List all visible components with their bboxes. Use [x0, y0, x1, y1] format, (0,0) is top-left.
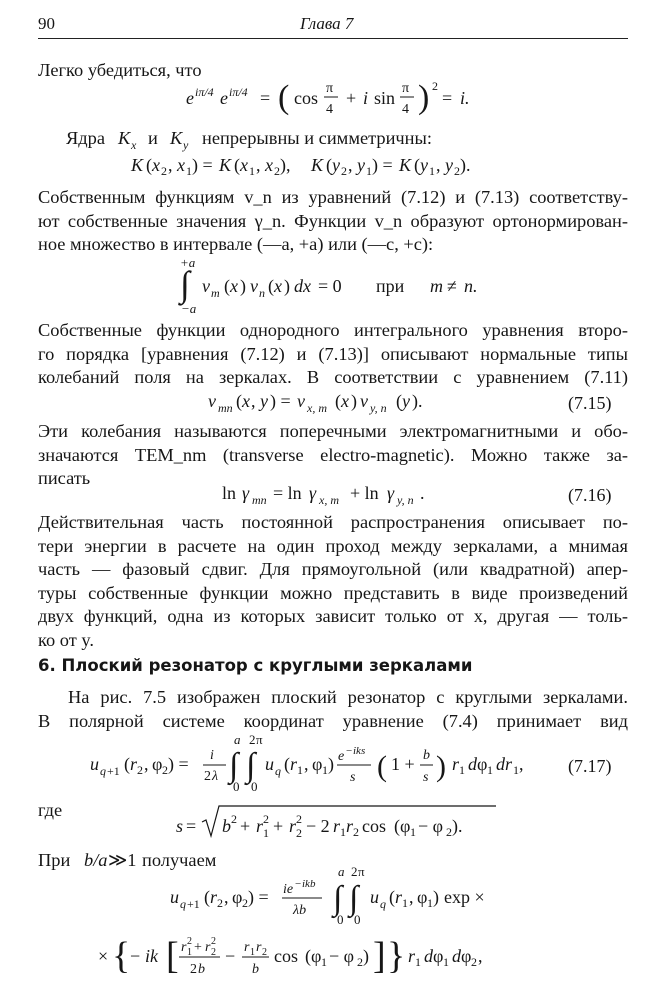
svg-text:(: ( [284, 754, 290, 774]
svg-text:): ) [240, 276, 246, 296]
svg-text:=: = [442, 88, 453, 108]
paragraph-eigenfunctions [38, 186, 628, 257]
svg-text:1: 1 [427, 896, 433, 910]
svg-text:φ: φ [461, 946, 472, 966]
svg-text:= 0: = 0 [318, 276, 342, 296]
svg-text:− φ: − φ [418, 816, 444, 836]
svg-text:φ: φ [477, 754, 488, 774]
svg-text:i: i [363, 88, 369, 108]
svg-text:) =: ) = [372, 155, 393, 175]
svg-text:s: s [350, 770, 356, 785]
svg-text:b/a: b/a [84, 850, 108, 870]
svg-text:2: 2 [211, 936, 216, 947]
svg-text:y: y [332, 155, 340, 175]
svg-text:2: 2 [353, 825, 359, 839]
equation-kernel [130, 155, 471, 178]
svg-text:) =: ) = [192, 155, 213, 175]
svg-text:x: x [274, 276, 282, 296]
svg-text:1: 1 [249, 164, 255, 178]
svg-text:+1: +1 [187, 897, 200, 911]
text-line: писать [38, 468, 91, 489]
svg-text:r: r [205, 940, 211, 955]
svg-text:и: и [148, 128, 158, 148]
where-word: где [38, 800, 63, 820]
svg-text:(: ( [389, 887, 395, 907]
svg-text:π: π [358, 864, 365, 879]
svg-text:u: u [170, 887, 179, 907]
svg-text:a: a [234, 732, 241, 747]
svg-text:+: + [240, 816, 251, 836]
svg-text:(φ: (φ [305, 946, 322, 966]
svg-text:=: = [260, 88, 271, 108]
text-line: часть — фазовый сдвиг. Для прямоугольной (или квадратной) апер- [38, 559, 628, 580]
svg-text:+: + [346, 88, 357, 108]
paragraph-circular-mirrors [38, 686, 628, 733]
text-line: Легко убедиться, что [38, 60, 202, 80]
svg-text:cos: cos [362, 816, 386, 836]
svg-text:2: 2 [204, 769, 211, 784]
svg-text:): ) [284, 276, 290, 296]
chapter-title: Глава 7 [300, 14, 354, 33]
svg-text:q: q [380, 897, 386, 911]
svg-text:2: 2 [231, 812, 237, 826]
svg-text:π: π [402, 81, 410, 96]
svg-text:2: 2 [217, 896, 223, 910]
svg-text:): ) [363, 946, 369, 966]
asymptotic-condition [38, 850, 217, 870]
svg-text:b: b [222, 816, 231, 836]
svg-text:∫: ∫ [246, 747, 256, 784]
svg-text:при: при [376, 276, 405, 296]
svg-text:K: K [311, 155, 324, 175]
text-line: двух функций, одна из которых зависит только от x, другая — толь- [38, 606, 628, 627]
svg-text:) =: ) = [270, 391, 291, 411]
svg-text:,: , [251, 391, 256, 411]
svg-text:iπ/4: iπ/4 [229, 85, 248, 99]
svg-text:1: 1 [513, 763, 519, 777]
svg-text:r: r [130, 754, 138, 774]
svg-text:).: ). [460, 155, 471, 175]
svg-text:(: ( [236, 391, 242, 411]
svg-text:iπ/4: iπ/4 [195, 85, 214, 99]
svg-text:ik: ik [145, 946, 158, 966]
svg-text:i: i [210, 748, 214, 763]
svg-text:1: 1 [263, 826, 269, 840]
svg-text:m: m [430, 276, 443, 296]
svg-text:−: − [225, 946, 236, 966]
svg-text:x: x [265, 155, 273, 175]
svg-text:,: , [519, 754, 524, 774]
svg-text:x: x [242, 391, 250, 411]
svg-text:2: 2 [162, 763, 168, 777]
svg-text:s: s [423, 770, 429, 785]
svg-text:y: y [420, 155, 428, 175]
svg-text:1: 1 [402, 896, 408, 910]
svg-text:При: При [38, 850, 71, 870]
svg-text:λ: λ [212, 769, 219, 784]
svg-text:1: 1 [322, 763, 328, 777]
svg-text:.: . [420, 483, 425, 503]
svg-text:π: π [256, 732, 263, 747]
svg-text:= ln: = ln [273, 483, 302, 503]
svg-text:2: 2 [296, 826, 302, 840]
svg-text:+1: +1 [107, 764, 120, 778]
svg-text:φ: φ [312, 754, 323, 774]
svg-text:[: [ [166, 935, 179, 977]
text-line: Действительная часть постоянной распространения описывает по- [38, 512, 628, 532]
svg-text:r: r [256, 940, 262, 955]
svg-text:e: e [220, 88, 228, 108]
svg-text:x, m: x, m [307, 401, 327, 415]
text-line: туры собственные функции можно представить в виде произведений [38, 582, 628, 603]
svg-text:1: 1 [459, 763, 465, 777]
svg-text:0: 0 [251, 779, 258, 794]
svg-text:x, m: x, m [319, 493, 339, 507]
svg-text:2: 2 [274, 164, 280, 178]
svg-text:q: q [275, 764, 281, 778]
svg-text:v: v [250, 276, 258, 296]
svg-text:непрерывны и симметричны:: непрерывны и симметричны: [202, 128, 432, 148]
svg-text:q: q [100, 764, 106, 778]
svg-text:e: e [186, 88, 194, 108]
paragraph-homogeneous [38, 319, 628, 390]
svg-text:K: K [131, 155, 144, 175]
equation-orthonormal [178, 255, 478, 316]
svg-text:x: x [131, 138, 137, 152]
svg-text:1: 1 [340, 825, 346, 839]
svg-text:n: n [259, 286, 265, 300]
text-line: колебаний поля на зеркалах. В соответствии с уравнением (7.11) [38, 367, 628, 388]
svg-text:): ) [418, 79, 430, 116]
svg-text:0: 0 [233, 779, 240, 794]
text-line: Собственным функциям v_n из уравнений (7.12) и (7.13) соответству- [38, 187, 628, 207]
svg-text:cos: cos [294, 88, 318, 108]
svg-text:x: x [177, 155, 185, 175]
svg-text:u: u [90, 754, 99, 774]
svg-text:−: − [130, 946, 141, 966]
svg-text:x: x [341, 391, 349, 411]
svg-text:(: ( [224, 276, 230, 296]
svg-text:{: { [112, 935, 131, 977]
svg-text:1: 1 [443, 955, 449, 969]
svg-text:}: } [387, 935, 406, 977]
svg-text:γ: γ [387, 483, 395, 503]
svg-text:−a: −a [181, 301, 197, 316]
svg-text:v: v [208, 391, 216, 411]
svg-text:2: 2 [471, 955, 477, 969]
svg-text:,: , [168, 155, 173, 175]
svg-text:K: K [170, 128, 183, 148]
svg-text:mn: mn [218, 401, 233, 415]
svg-text:iks: iks [353, 745, 366, 757]
svg-text:r: r [452, 754, 460, 774]
svg-text:mn: mn [252, 493, 267, 507]
text-line: значаются TEM_nm (transverse electro-magnetic). Можно также за- [38, 444, 628, 465]
svg-text:,: , [304, 754, 309, 774]
svg-text:1: 1 [410, 825, 416, 839]
svg-text:(: ( [268, 276, 274, 296]
svg-text:4: 4 [326, 102, 333, 117]
svg-text:,: , [224, 887, 229, 907]
svg-text:b: b [252, 962, 259, 977]
svg-text:2: 2 [262, 947, 267, 958]
svg-text:y: y [260, 391, 268, 411]
svg-text:+ ln: + ln [350, 483, 379, 503]
svg-text:u: u [265, 754, 274, 774]
svg-text:φ: φ [232, 887, 243, 907]
svg-text:2: 2 [242, 896, 248, 910]
svg-text:r: r [244, 940, 250, 955]
svg-text:+a: +a [180, 255, 196, 270]
svg-text:2: 2 [263, 812, 269, 826]
svg-text:≠: ≠ [447, 276, 457, 296]
svg-text:,: , [348, 155, 353, 175]
svg-text:): ) [328, 754, 334, 774]
svg-text:y, n: y, n [397, 493, 414, 507]
svg-text:dr: dr [496, 754, 513, 774]
equation-number-7-16: (7.16) [568, 485, 612, 505]
text-line: На рис. 7.5 изображен плоский резонатор с круглыми зеркалами. [68, 687, 628, 707]
svg-text:1: 1 [187, 947, 192, 958]
svg-text:1: 1 [487, 763, 493, 777]
svg-text:4: 4 [402, 102, 409, 117]
svg-text:y: y [357, 155, 365, 175]
svg-text:1: 1 [366, 164, 372, 178]
svg-text:]: ] [373, 935, 386, 977]
svg-text:a: a [338, 864, 345, 879]
svg-text:x: x [240, 155, 248, 175]
svg-text:2: 2 [161, 164, 167, 178]
svg-text:(: ( [414, 155, 420, 175]
svg-text:d: d [468, 754, 477, 774]
text-line: ют собственные значения γ_n. Функции v_n образуют ортонормирован- [38, 210, 628, 231]
svg-text:0: 0 [354, 912, 361, 927]
svg-text:(: ( [396, 391, 402, 411]
svg-text:− 2: − 2 [306, 816, 330, 836]
svg-text:− φ: − φ [329, 946, 355, 966]
text-line: ное множество в интервале (—a, +a) или (—c, +c): [38, 234, 434, 255]
svg-text:,: , [256, 155, 261, 175]
svg-text:K: K [399, 155, 412, 175]
svg-text:e: e [338, 749, 345, 764]
svg-text:y: y [445, 155, 453, 175]
svg-text:n.: n. [464, 276, 478, 296]
svg-text:×: × [98, 946, 109, 966]
text-line: В полярной системе координат уравнение (7.4) принимает вид [38, 710, 628, 731]
svg-text:x: x [230, 276, 238, 296]
svg-text:≫1: ≫1 [108, 850, 137, 870]
svg-text:d: d [424, 946, 433, 966]
paragraph-propagation [38, 511, 628, 653]
svg-text:(: ( [146, 155, 152, 175]
svg-text:cos: cos [274, 946, 298, 966]
svg-text:ikb: ikb [302, 878, 316, 890]
svg-text:,: , [409, 887, 414, 907]
svg-text:r: r [395, 887, 403, 907]
svg-text:m: m [211, 286, 220, 300]
svg-text:−: − [346, 745, 353, 757]
svg-text:∫: ∫ [229, 747, 239, 784]
svg-text:1: 1 [297, 763, 303, 777]
svg-text:φ: φ [417, 887, 428, 907]
svg-text:2: 2 [446, 825, 452, 839]
svg-text:2: 2 [341, 164, 347, 178]
text-line: го порядка [уравнения (7.12) и (7.13)] описывают нормальные типы [38, 343, 628, 364]
svg-text:y: y [402, 391, 410, 411]
svg-text:2: 2 [296, 812, 302, 826]
svg-text:1: 1 [250, 947, 255, 958]
svg-text:γ: γ [242, 483, 250, 503]
svg-text:Ядра: Ядра [66, 128, 105, 148]
equation-number-7-15: (7.15) [568, 393, 612, 413]
text-line: Собственные функции однородного интегрального уравнения второ- [38, 320, 628, 340]
svg-text:K: K [118, 128, 131, 148]
svg-text:2: 2 [211, 947, 216, 958]
svg-text:2: 2 [454, 164, 460, 178]
svg-text:) =: ) = [168, 754, 189, 774]
svg-text:1: 1 [321, 955, 327, 969]
svg-text:v: v [297, 391, 305, 411]
section-heading: 6. Плоский резонатор с круглыми зеркалами [38, 656, 473, 675]
equation-identity [186, 79, 470, 117]
svg-text:,: , [436, 155, 441, 175]
svg-text:(: ( [335, 391, 341, 411]
svg-text:(: ( [124, 754, 130, 774]
equation-number-7-17: (7.17) [568, 756, 612, 776]
svg-text:,: , [478, 946, 483, 966]
svg-text:y: y [183, 138, 189, 152]
svg-text:i.: i. [460, 88, 470, 108]
svg-text:): ) [433, 887, 439, 907]
svg-text:0: 0 [337, 912, 344, 927]
svg-text:v: v [360, 391, 368, 411]
svg-text:φ: φ [433, 946, 444, 966]
svg-text:∫: ∫ [180, 264, 190, 304]
svg-text:r: r [346, 816, 354, 836]
svg-text:(: ( [278, 79, 290, 116]
svg-text:1 +: 1 + [391, 754, 415, 774]
svg-text:ie: ie [283, 882, 294, 897]
paragraph-tem-modes [38, 420, 628, 491]
svg-text:v: v [202, 276, 210, 296]
svg-text:φ: φ [152, 754, 163, 774]
svg-text:r: r [256, 816, 264, 836]
svg-text:y, n: y, n [370, 401, 387, 415]
svg-text:).: ). [452, 816, 463, 836]
svg-text:2: 2 [357, 955, 363, 969]
svg-text:2: 2 [249, 732, 256, 747]
svg-text:r: r [290, 754, 298, 774]
svg-text:2: 2 [351, 864, 358, 879]
text-line: Эти колебания называются поперечными электромагнитными и обо- [38, 421, 628, 441]
svg-text:2: 2 [190, 962, 197, 977]
svg-text:(: ( [234, 155, 240, 175]
svg-text:+: + [194, 940, 202, 955]
svg-text:r: r [333, 816, 341, 836]
svg-text:−: − [295, 878, 302, 890]
svg-text:r: r [289, 816, 297, 836]
svg-text:2: 2 [432, 79, 438, 93]
svg-text:q: q [180, 897, 186, 911]
svg-text:1: 1 [186, 164, 192, 178]
svg-text:2: 2 [137, 763, 143, 777]
svg-text:(: ( [377, 750, 387, 783]
svg-text:u: u [370, 887, 379, 907]
svg-text:1: 1 [415, 955, 421, 969]
svg-text:) =: ) = [248, 887, 269, 907]
text-line: тери энергии в расчете на один проход между зеркалами, а мнимая [38, 535, 628, 556]
svg-text:+: + [273, 816, 284, 836]
svg-text:exp ×: exp × [444, 887, 485, 907]
svg-text:r: r [210, 887, 218, 907]
svg-text:K: K [219, 155, 232, 175]
svg-text:∫: ∫ [349, 880, 359, 917]
svg-text:d: d [452, 946, 461, 966]
svg-text:s: s [176, 816, 184, 836]
kernel-sentence [66, 128, 432, 152]
page-number: 90 [38, 14, 55, 33]
svg-text:1: 1 [429, 164, 435, 178]
svg-text:r: r [181, 940, 187, 955]
text-line: ко от y. [38, 629, 94, 650]
equation-fresnel-line1 [170, 864, 485, 927]
svg-text:b: b [198, 962, 205, 977]
svg-text:(: ( [204, 887, 210, 907]
equation-7-17 [90, 732, 524, 794]
svg-text:).: ). [412, 391, 423, 411]
svg-text:): ) [351, 391, 357, 411]
svg-text:получаем: получаем [142, 850, 217, 870]
equation-s-distance [176, 806, 496, 840]
svg-text:),: ), [280, 155, 291, 175]
svg-text:λb: λb [293, 903, 307, 918]
svg-text:sin: sin [374, 88, 396, 108]
svg-text:=: = [186, 816, 197, 836]
svg-text:b: b [423, 748, 430, 763]
svg-text:∫: ∫ [333, 880, 343, 917]
svg-text:2: 2 [187, 936, 192, 947]
svg-text:γ: γ [309, 483, 317, 503]
svg-text:(φ: (φ [394, 816, 411, 836]
svg-text:x: x [152, 155, 160, 175]
svg-text:(: ( [326, 155, 332, 175]
equation-7-15 [208, 391, 423, 415]
svg-text:ln: ln [222, 483, 237, 503]
svg-text:,: , [144, 754, 149, 774]
svg-text:dx: dx [294, 276, 311, 296]
svg-text:r: r [408, 946, 416, 966]
equation-fresnel-line2 [98, 935, 483, 977]
svg-text:): ) [436, 750, 446, 783]
svg-text:π: π [326, 81, 334, 96]
